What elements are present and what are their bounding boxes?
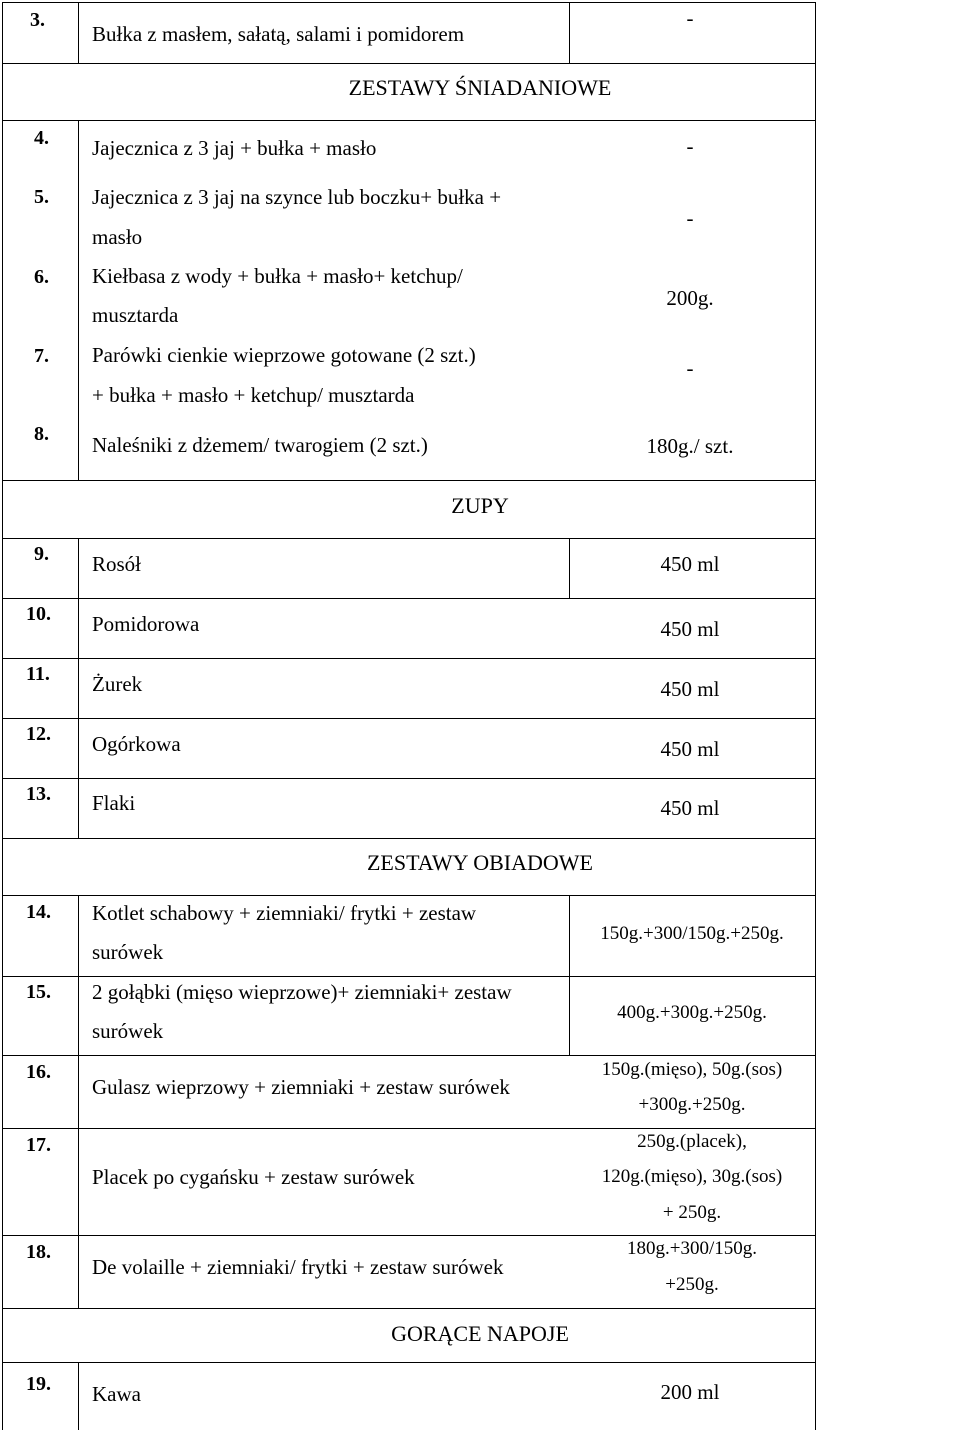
item-name: Kotlet schabowy + ziemniaki/ frytki + zestaw [92,901,477,925]
item-name: De volaille + ziemniaki/ frytki + zestaw surówek [92,1255,504,1279]
table-border [2,1308,816,1309]
item-name: Flaki [92,791,136,815]
section-heading: ZESTAWY OBIADOWE [366,850,593,875]
table-border [569,2,570,63]
item-name: Bułka z masłem, sałatą, salami i pomidorem [92,22,465,46]
item-portion: - [686,6,694,30]
table-border [569,538,570,598]
table-border [2,2,3,1430]
row-number: 19. [26,1373,51,1395]
row-number: 7. [34,345,49,367]
item-portion: 200g. [666,286,714,310]
item-name: Kawa [92,1382,141,1406]
item-portion: 400g.+300g.+250g. [617,1002,767,1023]
row-number: 12. [26,723,51,745]
item-name: Placek po cygańsku + zestaw surówek [92,1165,415,1189]
item-name: Jajecznica z 3 jaj + bułka + masło [92,136,377,160]
item-name: Ogórkowa [92,732,181,756]
item-portion: 450 ml [660,796,720,820]
section-heading: ZESTAWY ŚNIADANIOWE [348,75,612,100]
row-number: 18. [26,1241,51,1263]
table-border [2,480,816,481]
table-border [2,718,816,719]
item-portion: 120g.(mięso), 30g.(sos) [601,1166,783,1187]
table-border [78,538,79,838]
table-border [815,2,816,1430]
item-portion: 150g.+300/150g.+250g. [600,923,784,944]
item-portion: 180g.+300/150g. [627,1238,757,1259]
table-border [2,778,816,779]
row-number: 9. [34,543,49,565]
table-border [2,120,816,121]
item-name: surówek [92,1019,164,1043]
item-name: Jajecznica z 3 jaj na szynce lub boczku+ bułka + [92,185,502,209]
table-border [78,2,79,63]
row-number: 6. [34,266,49,288]
table-border [2,598,816,599]
table-border [569,895,570,1055]
table-border [2,1235,816,1236]
row-number: 8. [34,423,49,445]
row-number: 15. [26,981,51,1003]
item-name: musztarda [92,303,179,327]
item-portion: + 250g. [662,1202,722,1223]
item-portion: - [686,356,694,380]
item-name: Kiełbasa z wody + bułka + masło+ ketchup/ [92,264,463,288]
item-portion: +250g. [665,1274,719,1295]
table-border [2,2,816,3]
table-border [78,1362,79,1430]
table-border [2,895,816,896]
table-border [2,658,816,659]
row-number: 16. [26,1061,51,1083]
row-number: 5. [34,186,49,208]
item-portion: 180g./ szt. [646,434,734,458]
item-name: 2 gołąbki (mięso wieprzowe)+ ziemniaki+ zestaw [92,980,512,1004]
table-border [2,63,816,64]
item-name: Parówki cienkie wieprzowe gotowane (2 szt.) [92,343,476,367]
item-name: Pomidorowa [92,612,200,636]
table-border [78,895,79,1308]
row-number: 3. [30,9,45,31]
table-border [2,838,816,839]
table-border [2,538,816,539]
item-portion: 250g.(placek), [637,1131,747,1152]
table-border [2,1055,816,1056]
item-portion: 450 ml [660,552,720,576]
item-name: Naleśniki z dżemem/ twarogiem (2 szt.) [92,433,428,457]
item-portion: 450 ml [660,737,720,761]
item-portion: 450 ml [660,617,720,641]
item-name: Żurek [92,672,143,696]
section-heading: ZUPY [451,493,509,518]
section-heading: GORĄCE NAPOJE [391,1321,569,1346]
row-number: 11. [26,663,50,685]
row-number: 17. [26,1134,51,1156]
item-portion: 200 ml [660,1380,720,1404]
row-number: 4. [34,127,49,149]
table-border [78,120,79,480]
table-border [2,1128,816,1129]
item-name: + bułka + masło + ketchup/ musztarda [92,383,415,407]
row-number: 10. [26,603,51,625]
item-portion: 150g.(mięso), 50g.(sos) [601,1059,783,1080]
item-portion: - [686,206,694,230]
row-number: 13. [26,783,51,805]
item-name: Rosół [92,552,142,576]
item-name: masło [92,225,143,249]
row-number: 14. [26,901,51,923]
item-name: Gulasz wieprzowy + ziemniaki + zestaw surówek [92,1075,510,1099]
table-border [2,976,816,977]
item-portion: 450 ml [660,677,720,701]
item-portion: - [686,134,694,158]
table-border [2,1362,816,1363]
item-portion: +300g.+250g. [638,1094,746,1115]
item-name: surówek [92,940,164,964]
